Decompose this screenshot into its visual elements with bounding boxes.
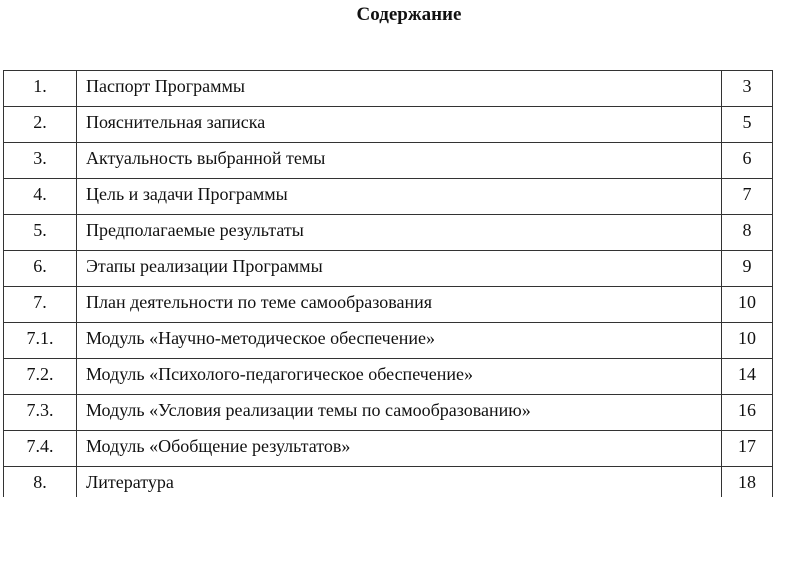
page-number: 16 [721, 395, 773, 430]
section-number: 7.4. [3, 431, 76, 466]
section-title: Модуль «Условия реализации темы по самообразованию» [76, 395, 721, 430]
section-title: Актуальность выбранной темы [76, 143, 721, 178]
section-number: 4. [3, 179, 76, 214]
page-number: 7 [721, 179, 773, 214]
table-row [3, 106, 773, 142]
table-row [3, 178, 773, 214]
page-number: 9 [721, 251, 773, 286]
page-number: 8 [721, 215, 773, 250]
section-number: 2. [3, 107, 76, 142]
section-number: 8. [3, 467, 76, 497]
section-number: 3. [3, 143, 76, 178]
section-title: Модуль «Психолого-педагогическое обеспечение» [76, 359, 721, 394]
page-number: 3 [721, 71, 773, 106]
page-number: 6 [721, 143, 773, 178]
table-row [3, 430, 773, 466]
section-number: 7.3. [3, 395, 76, 430]
table-row [3, 70, 773, 106]
section-number: 5. [3, 215, 76, 250]
section-title: Модуль «Научно-методическое обеспечение» [76, 323, 721, 358]
table-row [3, 322, 773, 358]
table-row [3, 394, 773, 430]
table-row [3, 286, 773, 322]
table-of-contents [3, 70, 773, 497]
section-title: Пояснительная записка [76, 107, 721, 142]
section-title: Этапы реализации Программы [76, 251, 721, 286]
section-number: 7.1. [3, 323, 76, 358]
section-number: 6. [3, 251, 76, 286]
page-number: 10 [721, 287, 773, 322]
page-number: 10 [721, 323, 773, 358]
section-number: 7. [3, 287, 76, 322]
table-row [3, 466, 773, 497]
page-number: 17 [721, 431, 773, 466]
section-title: План деятельности по теме самообразования [76, 287, 721, 322]
section-title: Предполагаемые результаты [76, 215, 721, 250]
section-number: 1. [3, 71, 76, 106]
page-number: 18 [721, 467, 773, 497]
section-title: Литература [76, 467, 721, 497]
section-number: 7.2. [3, 359, 76, 394]
table-row [3, 250, 773, 286]
table-row [3, 142, 773, 178]
page-number: 5 [721, 107, 773, 142]
page-title: Содержание [356, 4, 462, 25]
table-row [3, 358, 773, 394]
page-number: 14 [721, 359, 773, 394]
table-row [3, 214, 773, 250]
section-title: Цель и задачи Программы [76, 179, 721, 214]
section-title: Модуль «Обобщение результатов» [76, 431, 721, 466]
section-title: Паспорт Программы [76, 71, 721, 106]
